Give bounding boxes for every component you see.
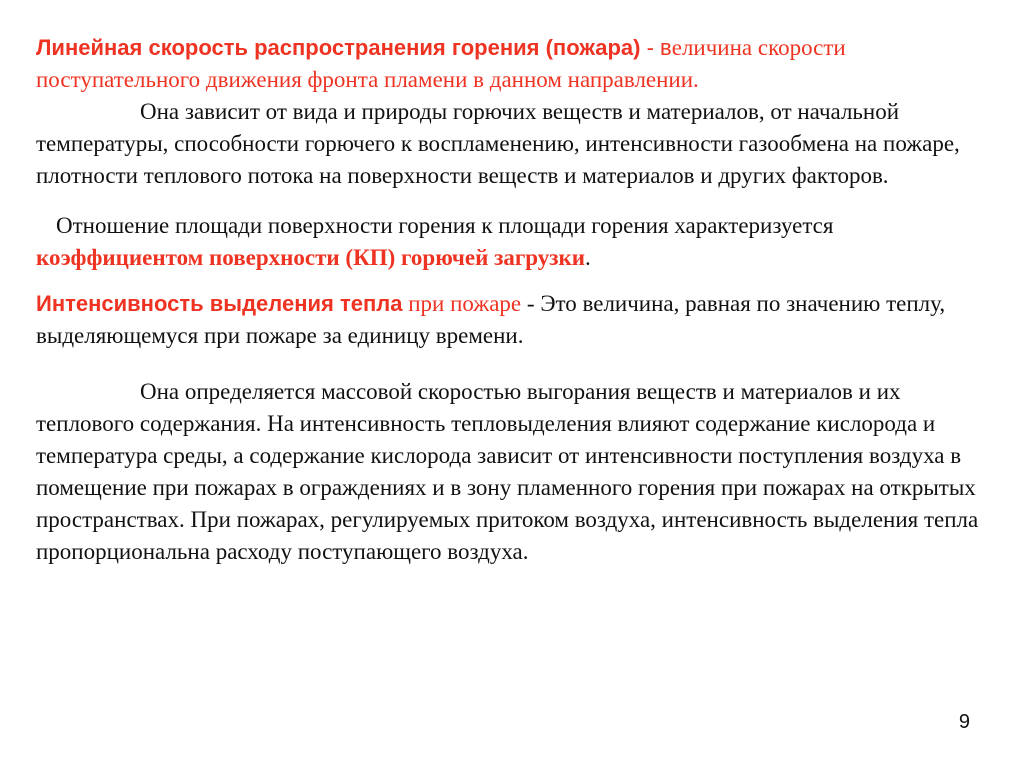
definition-description: еличина скорости поступательного движения фронта пламени в данном направлении. <box>36 35 846 92</box>
page-number: 9 <box>958 711 970 733</box>
surface-coefficient-term: коэффициентом поверхности (КП) горючей загрузки <box>36 245 586 270</box>
definition-description-first-letter: в <box>660 35 672 60</box>
definition-linear-speed <box>36 32 994 96</box>
surface-ratio-end: . <box>585 245 591 270</box>
definition-heat-intensity <box>36 288 994 352</box>
term-heat-intensity: Интенсивность выделения тепла <box>36 291 403 316</box>
term-heat-intensity-suffix: при пожаре <box>402 291 522 316</box>
paragraph-surface-ratio <box>36 210 994 274</box>
paragraph-dependency: Она зависит от вида и природы горючих веществ и материалов, от начальной температуры, способности горючего к воспламенению, интенсивности газообмена на пожаре, плотности теплового потока на поверхности веществ и материалов и других факторов. <box>36 99 960 188</box>
heat-intensity-description: Это величина, равная по значению теплу, выделяющемуся при пожаре за единицу времени. <box>36 291 946 348</box>
definition-separator-2: - <box>521 291 541 316</box>
paragraph-heat-factors: Она определяется массовой скоростью выгорания веществ и материалов и их теплового содержания. На интенсивность тепловыделения влияют содержание кислорода и температура среды, а содержание кислорода зависит от интенсивности поступления воздуха в помещение при пожарах в ограждениях и в зону пламенного горения при пожарах на открытых пространствах. При пожарах, регулируемых притоком воздуха, интенсивность выделения тепла пропорциональна расходу поступающего воздуха. <box>36 379 979 564</box>
surface-ratio-text: Отношение площади поверхности горения к площади горения характеризуется <box>56 213 834 238</box>
term-linear-speed: Линейная скорость распространения горения (пожара) <box>36 35 641 60</box>
definition-separator: - <box>640 35 661 60</box>
